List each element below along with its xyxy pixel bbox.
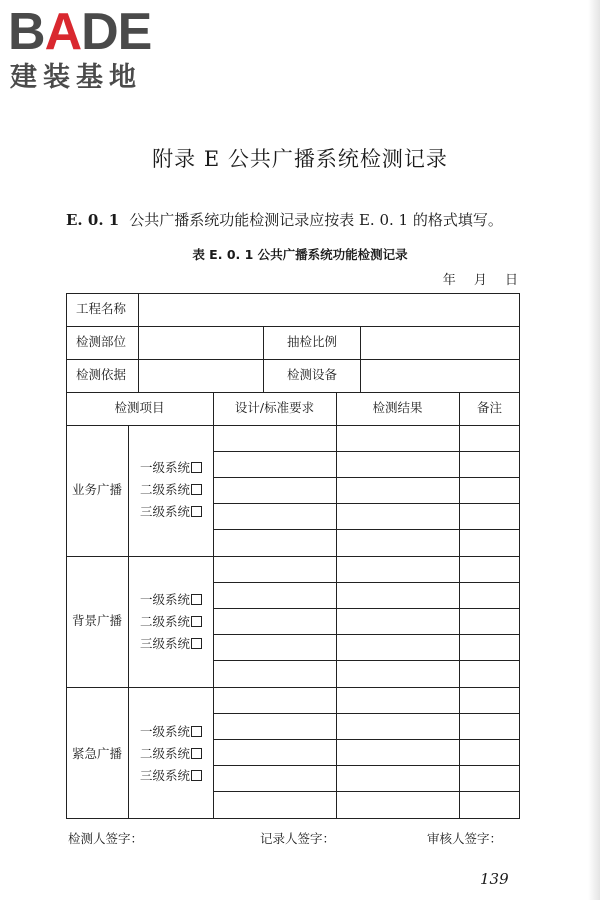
project-name-label: 工程名称 xyxy=(76,301,127,316)
checkbox-icon[interactable] xyxy=(191,770,202,781)
header-remark: 备注 xyxy=(476,400,502,415)
reviewer-signature: 审核人签字： xyxy=(427,831,503,846)
checkbox-icon[interactable] xyxy=(191,594,202,605)
inspection-equipment-label: 检测设备 xyxy=(287,367,338,382)
system-option: 一级系统 xyxy=(140,457,202,479)
checkbox-icon[interactable] xyxy=(191,506,202,517)
inspector-signature: 检测人签字： xyxy=(68,831,144,846)
inspection-record-table xyxy=(66,293,520,819)
inspection-basis-label: 检测依据 xyxy=(76,367,127,382)
logo-wordmark: BADE xyxy=(8,3,152,61)
page-edge-shadow xyxy=(588,0,600,900)
header-requirement: 设计/标准要求 xyxy=(234,400,315,415)
system-option: 三级系统 xyxy=(140,765,202,787)
table-caption: 表 E. 0. 1 公共广播系统功能检测记录 xyxy=(192,247,408,262)
date-line: 年 月 日 xyxy=(442,273,518,288)
system-list-background xyxy=(140,589,202,655)
page-number: 139 xyxy=(480,870,509,888)
group-name-business: 业务广播 xyxy=(71,482,122,497)
system-option: 二级系统 xyxy=(140,743,202,765)
group-name-background: 背景广播 xyxy=(71,613,122,628)
inspection-part-label: 检测部位 xyxy=(76,334,127,349)
clause-text: 公共广播系统功能检测记录应按表 E. 0. 1 的格式填写。 xyxy=(129,211,503,229)
system-option: 三级系统 xyxy=(140,501,202,523)
system-option: 一级系统 xyxy=(140,721,202,743)
checkbox-icon[interactable] xyxy=(191,748,202,759)
appendix-title: 附录 E 公共广播系统检测记录 xyxy=(152,147,448,171)
system-list-business xyxy=(140,457,202,523)
group-name-emergency: 紧急广播 xyxy=(71,746,122,761)
intro-paragraph xyxy=(66,209,503,230)
sampling-ratio-label: 抽检比例 xyxy=(287,334,338,349)
header-item: 检测项目 xyxy=(114,400,165,415)
clause-number: E. 0. 1 xyxy=(66,211,120,229)
recorder-signature: 记录人签字： xyxy=(260,831,336,846)
system-option: 一级系统 xyxy=(140,589,202,611)
checkbox-icon[interactable] xyxy=(191,726,202,737)
logo-subtitle: 建装基地 xyxy=(10,62,142,93)
system-option: 二级系统 xyxy=(140,479,202,501)
system-option: 二级系统 xyxy=(140,611,202,633)
checkbox-icon[interactable] xyxy=(191,484,202,495)
bade-logo xyxy=(8,4,178,104)
checkbox-icon[interactable] xyxy=(191,462,202,473)
header-result: 检测结果 xyxy=(372,400,423,415)
checkbox-icon[interactable] xyxy=(191,616,202,627)
system-option: 三级系统 xyxy=(140,633,202,655)
checkbox-icon[interactable] xyxy=(191,638,202,649)
system-list-emergency xyxy=(140,721,202,787)
